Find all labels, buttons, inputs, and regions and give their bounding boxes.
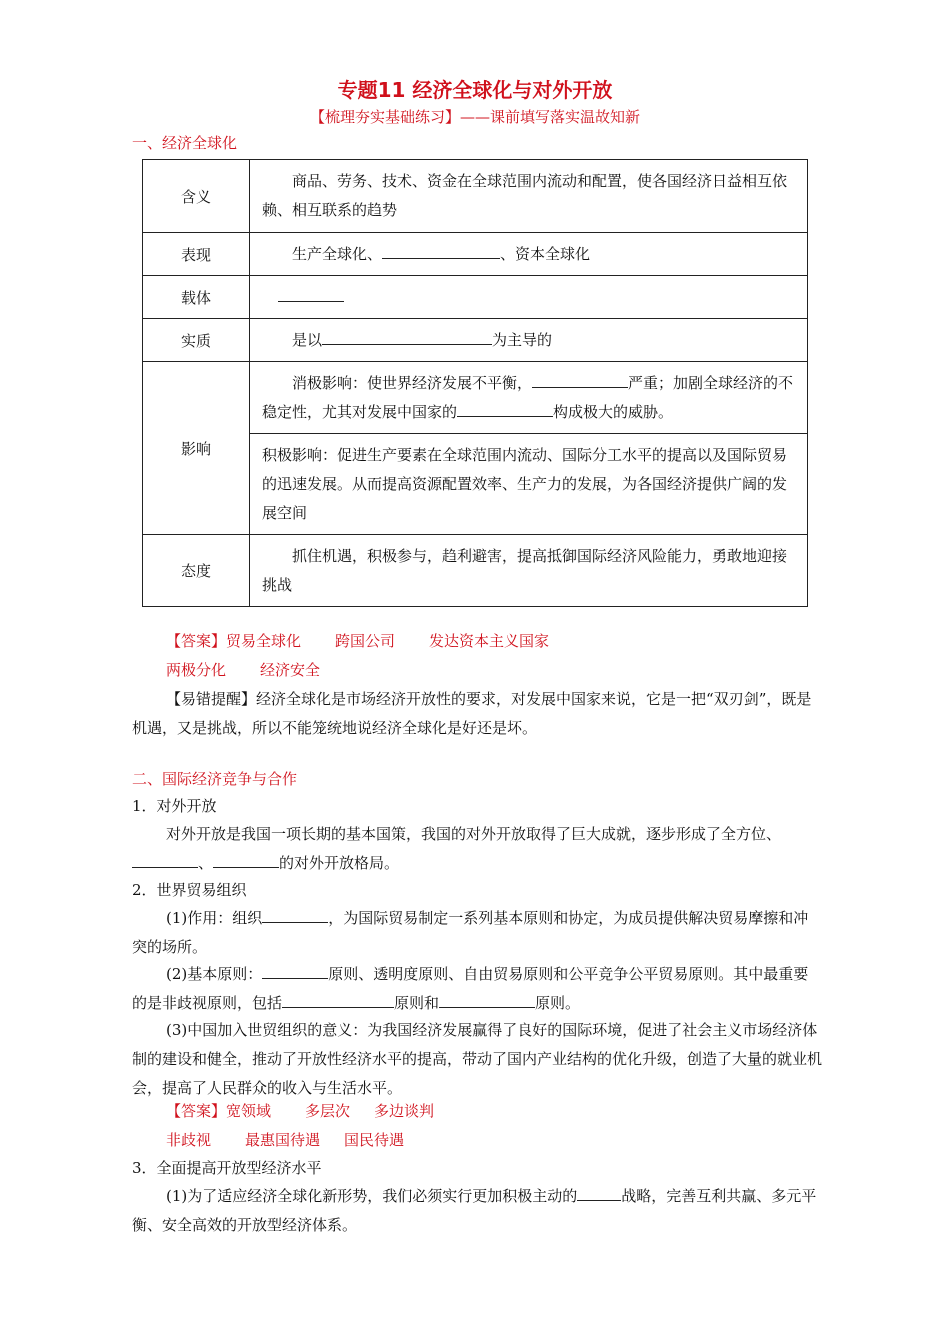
fill-blank[interactable]	[278, 283, 344, 302]
fill-blank[interactable]	[382, 240, 500, 259]
answer-item: 贸易全球化	[226, 632, 302, 650]
answer-label: 【答案】	[166, 1102, 227, 1120]
answer-item: 两极分化	[166, 661, 227, 679]
answer-line-1	[166, 627, 549, 656]
table-row	[143, 319, 808, 362]
row-label-meaning: 含义	[143, 160, 250, 233]
opening-paragraph	[132, 820, 822, 878]
wto-function-paragraph	[132, 904, 822, 962]
answer-label: 【答案】	[166, 632, 227, 650]
wto-principles-text-b: 原则、透明度原则、自由贸易原则和公平竞争公平贸易原则。其中最重要的是非歧视原则，包括	[132, 965, 809, 1012]
negative-text-a: 消极影响：使世界经济发展不平衡，	[292, 373, 533, 392]
open-economy-paragraph	[132, 1182, 822, 1240]
answer-item: 跨国公司	[335, 632, 396, 650]
row-content-negative-impact	[250, 362, 808, 434]
page-subtitle: 【梳理夯实基础练习】——课前填写落实温故知新	[309, 108, 640, 126]
page-title: 专题11 经济全球化与对外开放	[337, 78, 613, 102]
table-row	[143, 362, 808, 434]
expression-text-a: 生产全球化、	[292, 244, 383, 263]
row-label-essence: 实质	[143, 319, 250, 362]
subsection-title-opening: 1．对外开放	[132, 797, 217, 815]
row-content-positive-impact: 积极影响：促进生产要素在全球范围内流动、国际分工水平的提高以及国际贸易的迅速发展。从而提高资源配置效率、生产力的发展，为各国经济提供广阔的发展空间	[250, 434, 808, 535]
row-content-essence	[250, 319, 808, 362]
row-content-expression	[250, 233, 808, 276]
answer-line-4	[166, 1126, 404, 1155]
wto-principles-text-c: 原则和	[394, 994, 440, 1012]
table-row	[143, 160, 808, 233]
essence-text-b: 为主导的	[492, 330, 553, 349]
tip-label: 【易错提醒】	[166, 690, 257, 708]
wto-principles-text-a: (2)基本原则：	[166, 965, 263, 983]
row-content-carrier	[250, 276, 808, 319]
opening-text-a: 对外开放是我国一项长期的基本国策，我国的对外开放取得了巨大成就，逐步形成了全方位、	[166, 825, 782, 843]
fill-blank[interactable]	[457, 398, 553, 417]
tip-text: 经济全球化是市场经济开放性的要求，对发展中国家来说，它是一把“双刃剑”，既是机遇，又是挑战，所以不能笼统地说经济全球化是好还是坏。	[132, 690, 812, 737]
essence-text-a: 是以	[292, 330, 323, 349]
subsection-title-open-economy: 3．全面提高开放型经济水平	[132, 1159, 322, 1177]
answer-line-2	[166, 656, 320, 685]
wto-significance-paragraph: (3)中国加入世贸组织的意义：为我国经济发展赢得了良好的国际环境，促进了社会主义市场经济体制的建设和健全，推动了开放性经济水平的提高，带动了国内产业结构的优化升级，创造了大量的就业机会，提高了人民群众的收入与生活水平。	[132, 1021, 823, 1097]
answer-item: 多层次	[305, 1102, 351, 1120]
wto-principles-text-d: 原则。	[535, 994, 581, 1012]
globalization-table	[142, 159, 808, 607]
answer-item: 宽领域	[226, 1102, 272, 1120]
wto-principles-paragraph	[132, 960, 822, 1018]
answer-item: 国民待遇	[344, 1131, 405, 1149]
section-heading-globalization: 一、经济全球化	[132, 134, 238, 152]
table-row	[143, 233, 808, 276]
row-content-attitude: 抓住机遇，积极参与，趋利避害，提高抵御国际经济风险能力，勇敢地迎接挑战	[250, 535, 808, 607]
row-content-meaning: 商品、劳务、技术、资金在全球范围内流动和配置，使各国经济日益相互依赖、相互联系的趋势	[250, 160, 808, 233]
negative-text-c: 构成极大的威胁。	[553, 402, 674, 421]
answer-line-3	[166, 1097, 434, 1126]
error-tip	[132, 685, 822, 743]
expression-text-b: 、资本全球化	[500, 244, 591, 263]
opening-text-c: 的对外开放格局。	[279, 854, 400, 872]
fill-blank[interactable]	[132, 849, 198, 868]
wto-function-text-b: ，为国际贸易制定一系列基本原则和协定，为成员提供解决贸易摩擦和冲突的场所。	[132, 909, 809, 956]
subsection-title-wto: 2．世界贸易组织	[132, 881, 247, 899]
row-label-impact: 影响	[143, 362, 250, 535]
negative-text-b: 严重；加剧全球经济的不稳定性，尤其对发展中国家的	[262, 373, 794, 421]
fill-blank[interactable]	[439, 989, 535, 1008]
fill-blank[interactable]	[262, 904, 328, 923]
fill-blank[interactable]	[213, 849, 279, 868]
answer-item: 最惠国待遇	[245, 1131, 321, 1149]
answer-item: 经济安全	[260, 661, 321, 679]
table-row	[143, 535, 808, 607]
fill-blank[interactable]	[282, 989, 394, 1008]
row-label-expression: 表现	[143, 233, 250, 276]
section-heading-competition: 二、国际经济竞争与合作	[132, 770, 298, 788]
answer-item: 非歧视	[166, 1131, 212, 1149]
wto-function-text-a: (1)作用：组织	[166, 909, 263, 927]
answer-item: 发达资本主义国家	[429, 632, 550, 650]
open-economy-text-b: 战略，完善互利共赢、多元平衡、安全高效的开放型经济体系。	[132, 1187, 817, 1234]
opening-text-b: 、	[198, 854, 214, 872]
fill-blank[interactable]	[577, 1182, 621, 1201]
fill-blank[interactable]	[532, 369, 628, 388]
row-label-attitude: 态度	[143, 535, 250, 607]
fill-blank[interactable]	[262, 960, 328, 979]
answer-item: 多边谈判	[374, 1102, 435, 1120]
row-label-carrier: 载体	[143, 276, 250, 319]
table-row	[143, 276, 808, 319]
open-economy-text-a: (1)为了适应经济全球化新形势，我们必须实行更加积极主动的	[166, 1187, 578, 1205]
fill-blank[interactable]	[322, 326, 492, 345]
